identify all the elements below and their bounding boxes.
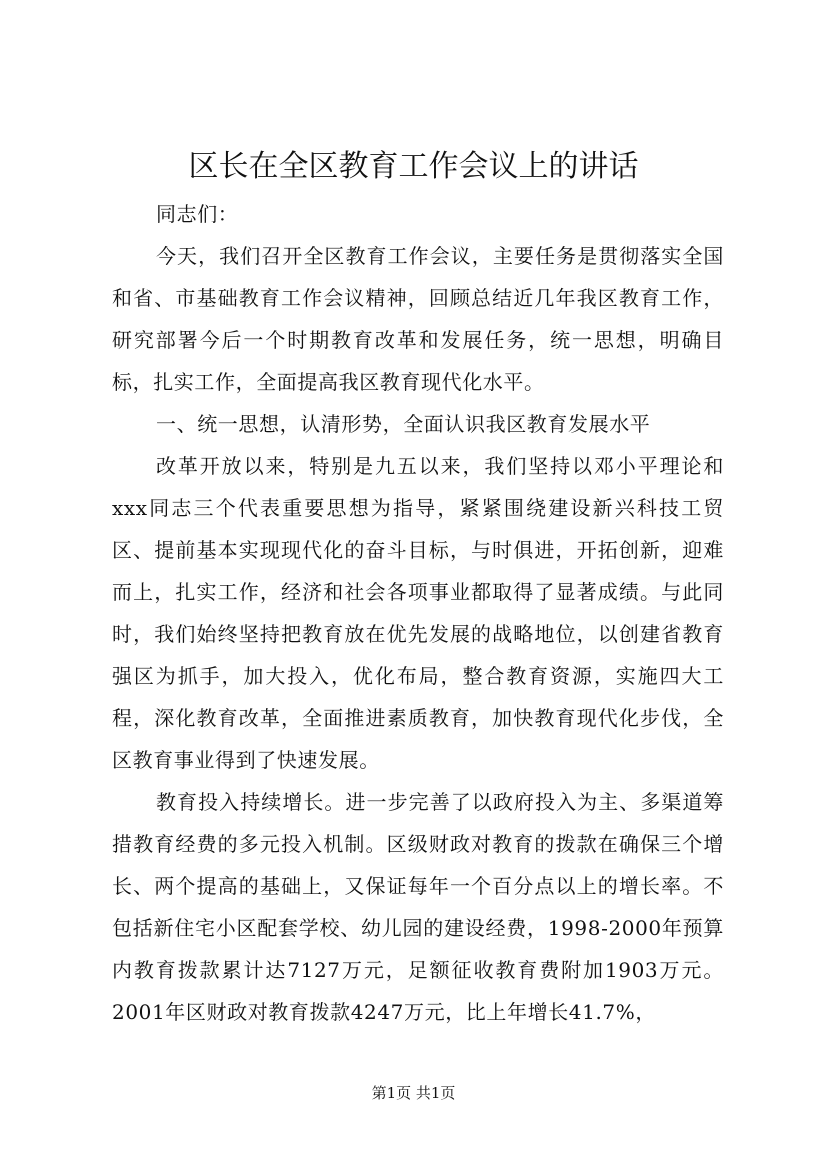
- section-heading: 一、统一思想，认清形势，全面认识我区教育发展水平: [156, 412, 651, 436]
- body-paragraph: 教育投入持续增长。进一步完善了以政府投入为主、多渠道筹措教育经费的多元投入机制。区级财政对教育的拨款在确保三个增长、两个提高的基础上，又保证每年一个百分点以上的增长率。不包括新住宅小区配套学校、幼儿园的建设经费，1998-2000年预算内教育拨款累计达7127万元，足额征收教育费附加1903万元。2001年区财政对教育拨款4247万元，比上年增长41.7%，: [112, 790, 724, 1024]
- document-title: 区长在全区教育工作会议上的讲话: [188, 149, 639, 184]
- page-footer: 第1页 共1页: [371, 1084, 456, 1102]
- intro-paragraph: 今天，我们召开全区教育工作会议，主要任务是贯彻落实全国和省、市基础教育工作会议精神，回顾总结近几年我区教育工作，研究部署今后一个时期教育改革和发展任务，统一思想，明确目标，扎实工作，全面提高我区教育现代化水平。: [112, 244, 724, 394]
- salutation-paragraph: 同志们：: [156, 202, 239, 226]
- body-paragraph: 改革开放以来，特别是九五以来，我们坚持以邓小平理论和xxx同志三个代表重要思想为指导，紧紧围绕建设新兴科技工贸区、提前基本实现现代化的奋斗目标，与时俱进，开拓创新，迎难而上，扎实工作，经济和社会各项事业都取得了显著成绩。与此同时，我们始终坚持把教育放在优先发展的战略地位，以创建省教育强区为抓手，加大投入，优化布局，整合教育资源，实施四大工程，深化教育改革，全面推进素质教育，加快教育现代化步伐，全区教育事业得到了快速发展。: [112, 454, 724, 772]
- document-body: [112, 193, 724, 1033]
